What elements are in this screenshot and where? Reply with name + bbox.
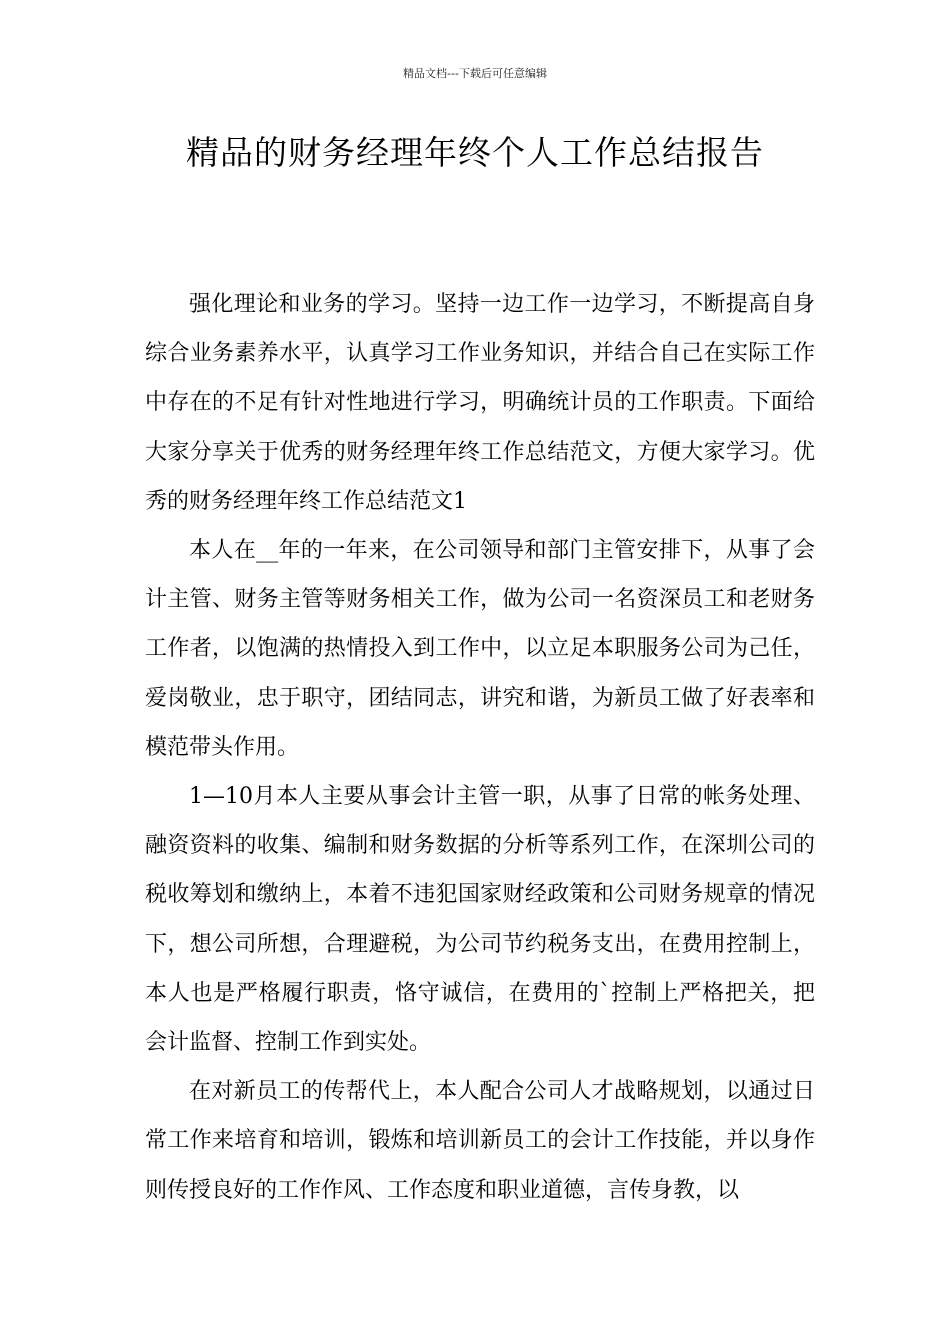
document-title: 精品的财务经理年终个人工作总结报告 [186, 133, 764, 172]
paragraph-overview: 本人在__年的一年来，在公司领导和部门主管安排下，从事了会计主管、财务主管等财务相关工作，做为公司一名资深员工和老财务工作者，以饱满的热情投入到工作中，以立足本职服务公司为己任，爱岗敬业，忠于职守，团结同志，讲究和谐，为新员工做了好表率和模范带头作用。 [145, 538, 815, 760]
paragraph-staff-training: 在对新员工的传帮代上，本人配合公司人才战略规划，以通过日常工作来培育和培训，锻炼和培训新员工的会计工作技能，并以身作则传授良好的工作作风、工作态度和职业道德，言传身教，以 [145, 1079, 815, 1203]
document-body [145, 280, 815, 1215]
paragraph-intro: 强化理论和业务的学习。坚持一边工作一边学习，不断提高自身综合业务素养水平，认真学习工作业务知识，并结合自己在实际工作中存在的不足有针对性地进行学习，明确统计员的工作职责。下面给大家分享关于优秀的财务经理年终工作总结范文，方便大家学习。优秀的财务经理年终工作总结范文1 [145, 292, 815, 514]
paragraph-accounting-work: 1—10月本人主要从事会计主管一职，从事了日常的帐务处理、融资资料的收集、编制和财务数据的分析等系列工作，在深圳公司的税收筹划和缴纳上，本着不违犯国家财经政策和公司财务规章的情况下，想公司所想，合理避税，为公司节约税务支出，在费用控制上，本人也是严格履行职责，恪守诚信，在费用的`控制上严格把关，把会计监督、控制工作到实处。 [145, 784, 815, 1056]
page-header: 精品文档---下载后可任意编辑 [403, 67, 547, 80]
